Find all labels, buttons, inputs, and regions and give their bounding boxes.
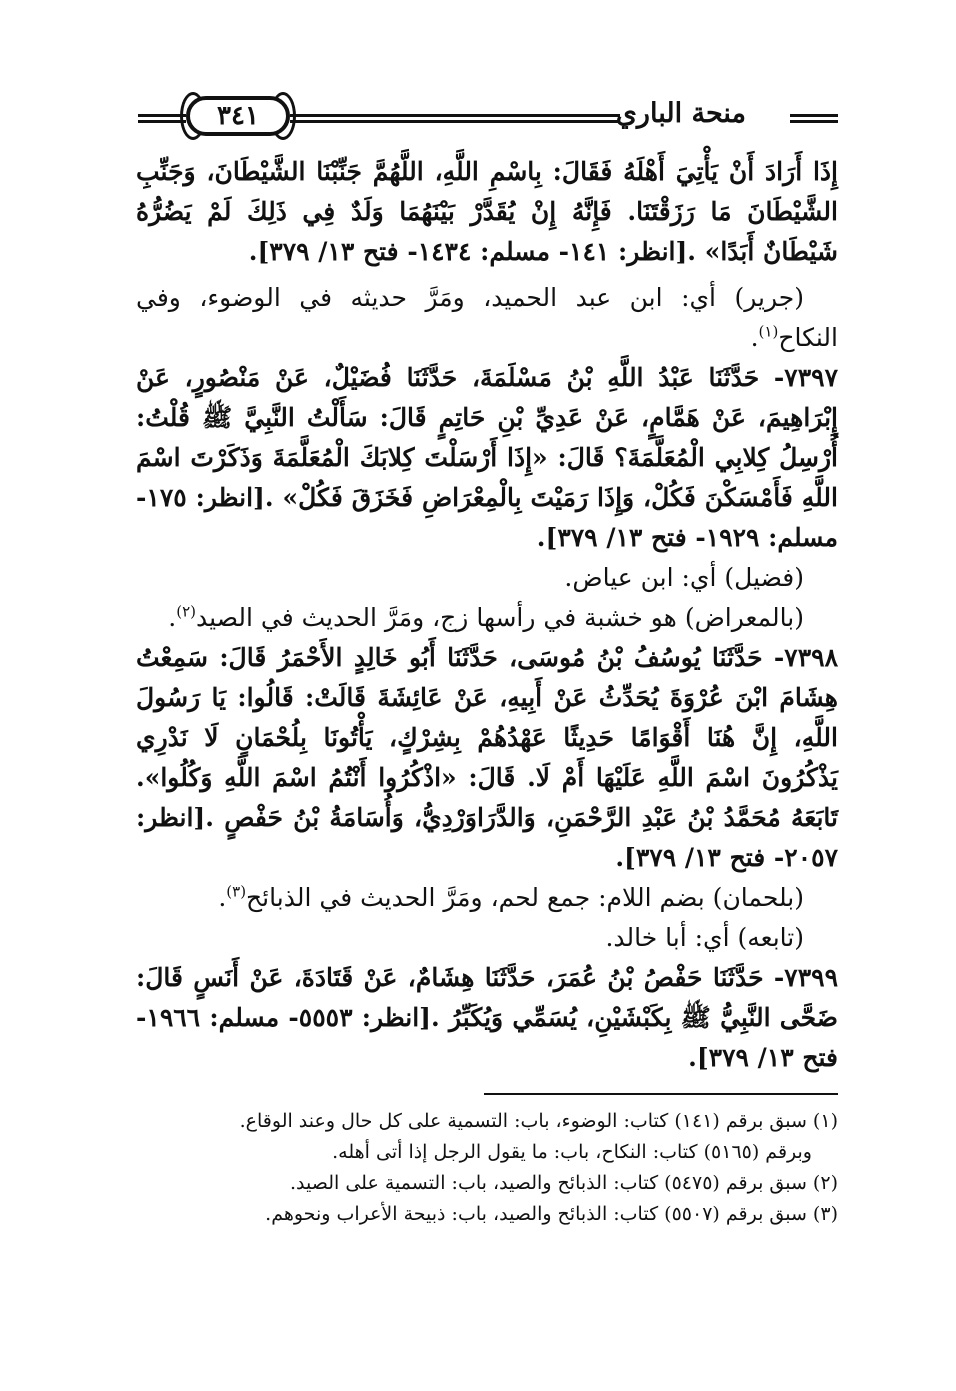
paragraph-text: ٧٣٩٨- حَدَّثَنَا يُوسُفُ بْنُ مُوسَى، حَدَّثَنَا أَبُو خَالِدٍ الأَحْمَرُ قَالَ: سَمِعْتُ هِشَامَ ابْنَ عُرْوَةَ يُحَدِّثُ عَنْ أَبِيهِ، عَنْ عَائِشَةَ قَالَتْ: قَالُوا: يَا رَسُولَ اللَّهِ، إِنَّ هُنَا أَقْوَامًا حَدِيثًا عَهْدُهُمْ بِشِرْكٍ، يَأْتُونَا بِلُحْمَانٍ لَا نَدْرِي يَذْكُرُونَ اسْمَ اللَّهِ عَلَيْهَا أَمْ لَا. قَالَ: «اذْكُرُوا أَنْتُمُ اسْمَ اللَّهِ وَكُلُوا». تَابَعَهُ مُحَمَّدُ بْنُ عَبْدِ الرَّحْمَنِ، وَالدَّرَاوَرْدِيُّ، وَأُسَامَةُ بْنُ حَفْصٍ .[انظر: ٢٠٥٧- فتح ١٣/ ٣٧٩]. xyxy=(136,643,838,872)
main-text xyxy=(136,152,838,1078)
footnote-marker[interactable]: (٢) xyxy=(176,602,197,621)
commentary-paragraph: (بلحمان) بضم اللام: جمع لحم، ومَرَّ الحديث في الذبائح$^{(٣)}$. xyxy=(218,882,804,912)
page-header xyxy=(138,92,838,144)
paragraph-text: ٧٣٩٧- حَدَّثَنَا عَبْدُ اللَّهِ بْنُ مَسْلَمَةَ، حَدَّثَنَا فُضَيْلٌ، عَنْ مَنْصُورٍ، عَنْ إِبْرَاهِيمَ، عَنْ هَمَّامٍ، عَنْ عَدِيِّ بْنِ حَاتِمٍ قَالَ: سَأَلْتُ النَّبِيَّ ﷺ قُلْتُ: أُرْسِلُ كِلابِي الْمُعَلَّمَةَ؟ قَالَ: «إِذَا أَرْسَلْتَ كِلابَكَ الْمُعَلَّمَةَ وَذَكَرْتَ اسْمَ اللَّهِ فَأَمْسَكْنَ فَكُلْ، وَإِذَا رَمَيْتَ بِالْمِعْرَاضِ فَخَزَقَ فَكُلْ» .[انظر: ١٧٥- مسلم: ١٩٢٩- فتح ١٣/ ٣٧٩]. xyxy=(136,363,838,552)
page-number: ٣٤١ xyxy=(186,96,290,136)
commentary-paragraph: (بالمعراض) هو خشبة في رأسها زج، ومَرَّ الحديث في الصيد$^{(٢)}$. xyxy=(168,602,804,632)
hadith-continuation xyxy=(136,152,838,272)
header-rule-right xyxy=(790,120,838,123)
paragraph-text: (فضيل) أي: ابن عياض. xyxy=(564,563,804,592)
hadith-7398 xyxy=(136,638,838,878)
hadith-7397 xyxy=(136,358,838,558)
paragraph-text: إِذَا أَرَادَ أَنْ يَأْتِيَ أَهْلَهُ فَقَالَ: بِاسْمِ اللَّهِ، اللَّهُمَّ جَنِّبْنَا الشَّيْطَانَ، وَجَنِّبِ الشَّيْطَانَ مَا رَزَقْتَنَا. فَإِنَّهُ إِنْ يُقَدَّرْ بَيْنَهُمَا وَلَدٌ فِي ذَلِكَ لَمْ يَضُرُّهُ شَيْطَانٌ أَبَدًا» .[انظر: ١٤١- مسلم: ١٤٣٤- فتح ١٣/ ٣٧٩]. xyxy=(136,157,838,266)
paragraph-text: (بلحمان) بضم اللام: جمع لحم، ومَرَّ الحديث في الذبائح xyxy=(246,883,804,912)
footnote-2: (٢) سبق برقم (٥٤٧٥) كتاب: الذبائح والصيد، باب: التسمية على الصيد. xyxy=(290,1172,838,1194)
paragraph-text: (جرير) أي: ابن عبد الحميد، ومَرَّ حديثه في الوضوء، وفي النكاح xyxy=(136,283,838,352)
book-title: منحة الباري xyxy=(615,98,746,129)
header-rule-middle xyxy=(290,114,620,117)
commentary-paragraph: (جرير) أي: ابن عبد الحميد، ومَرَّ حديثه في الوضوء، وفي النكاح$^{(١)}$. xyxy=(136,283,838,352)
commentary-paragraph xyxy=(136,558,838,598)
footnotes xyxy=(136,1106,838,1230)
paragraph-text: (بالمعراض) هو خشبة في رأسها زج، ومَرَّ الحديث في الصيد xyxy=(196,603,804,632)
footnote-1: (١) سبق برقم (١٤١) كتاب: الوضوء، باب: التسمية على كل حال وعند الوقاع. xyxy=(239,1110,838,1132)
paragraph-text: ٧٣٩٩- حَدَّثَنَا حَفْصُ بْنُ عُمَرَ، حَدَّثَنَا هِشَامٌ، عَنْ قَتَادَةَ، عَنْ أَنَسٍ قَالَ: ضَحَّى النَّبِيُّ ﷺ بِكَبْشَيْنِ، يُسَمِّي وَيُكَبِّرُ .[انظر: ٥٥٥٣- مسلم: ١٩٦٦- فتح ١٣/ ٣٧٩]. xyxy=(136,963,838,1072)
footnote-separator xyxy=(484,1093,838,1095)
footnote-1-cont: وبرقم (٥١٦٥) كتاب: النكاح، باب: ما يقول الرجل إذا أتى أهله. xyxy=(332,1141,812,1163)
header-rule-middle xyxy=(290,120,620,123)
header-rule-left xyxy=(138,120,186,123)
footnote-marker[interactable]: (٣) xyxy=(226,882,247,901)
footnote-3: (٣) سبق برقم (٥٥٠٧) كتاب: الذبائح والصيد، باب: ذبيحة الأعراب ونحوهم. xyxy=(265,1203,838,1225)
header-rule-right xyxy=(790,114,838,117)
header-rule-left xyxy=(138,114,186,117)
paragraph-text: (تابعه) أي: أبا خالد. xyxy=(605,923,804,952)
footnote-marker[interactable]: (١) xyxy=(758,322,779,341)
hadith-7399 xyxy=(136,958,838,1078)
commentary-paragraph xyxy=(136,918,838,958)
